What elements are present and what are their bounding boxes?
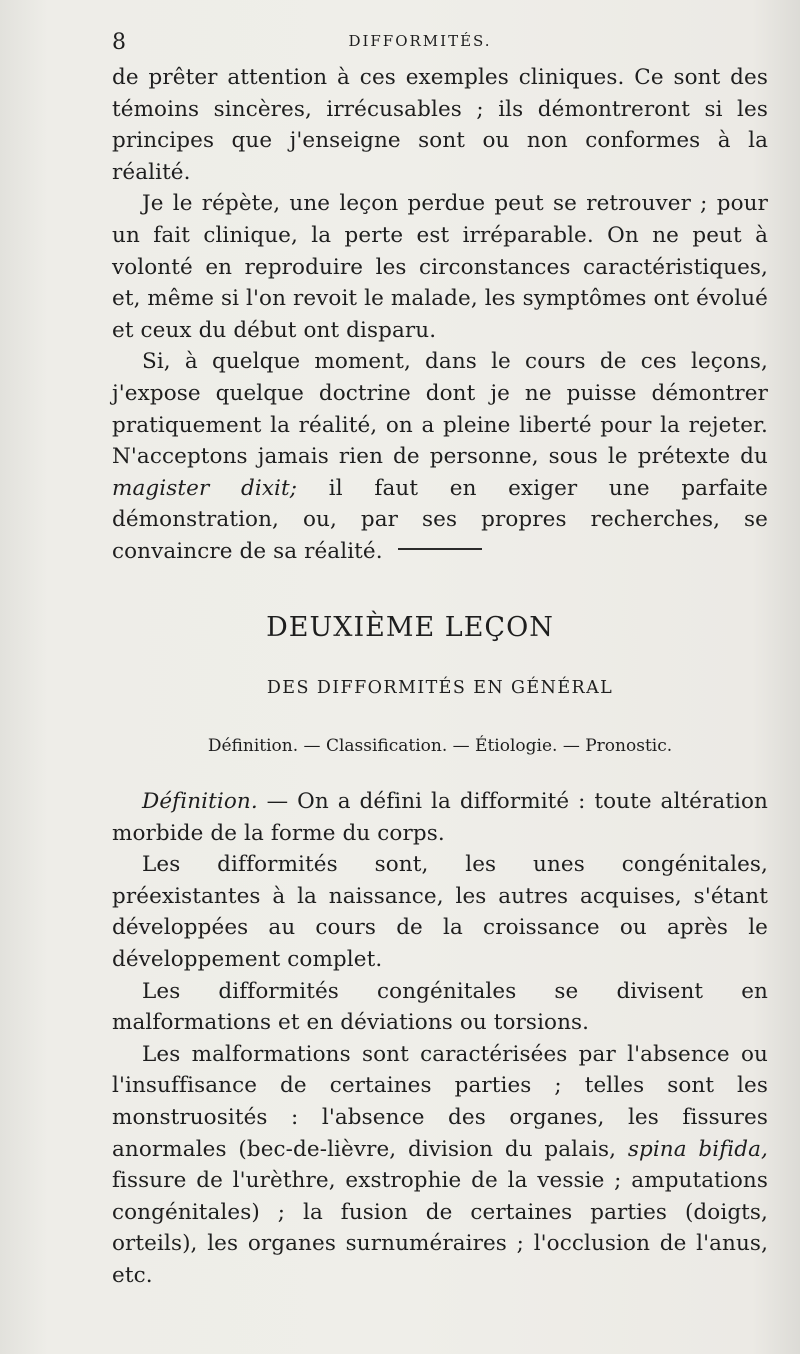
latin-phrase: magister dixit;: [112, 475, 298, 501]
definition-label: Définition.: [142, 789, 258, 814]
lesson-title: DEUXIÈME LEÇON: [266, 612, 554, 643]
paragraph: Je le répète, une leçon perdue peut se retrouver ; pour un fait clinique, la perte est irréparable. On ne peut à volonté en reproduire les circonstances caractéristiques, et, même si l'on revoit le malade, les symptômes ont évolué et ceux du début ont disparu.: [112, 191, 768, 343]
paragraph: Les malformations sont caractérisées par l'absence ou l'insuffisance de certaines parties ; telles sont les monstruosités : l'absence des organes, les fissures anormales (bec-de-lièvre, division du palais, spina bifida, fissure de l'urèthre, exstrophie de la vessie ; amputations congénitales) ; la fusion de certaines parties (doigts, orteils), les organes surnuméraires ; l'occlusion de l'anus, etc.: [112, 1041, 768, 1288]
top-text-block: [112, 62, 768, 568]
section-divider: [398, 548, 482, 550]
lesson-subtitle: DES DIFFORMITÉS EN GÉNÉRAL: [266, 678, 614, 698]
paragraph: Si, à quelque moment, dans le cours de ces leçons, j'expose quelque doctrine dont je ne puisse démontrer pratiquement la réalité, on a pleine liberté pour la rejeter. N'acceptons jamais rien de personne, sous le prétexte du magister dixit; il faut en exiger une parfaite démonstration, ou, par ses propres recherches, se convaincre de sa réalité.: [112, 349, 768, 564]
paragraph: Les difformités congénitales se divisent en malformations et en déviations ou torsions.: [112, 978, 768, 1036]
paragraph: de prêter attention à ces exemples cliniques. Ce sont des témoins sincères, irrécusables ; ils démontreront si les principes que j'enseigne sont ou non conformes à la réalité.: [112, 65, 768, 185]
lesson-text-block: [112, 786, 768, 1292]
paragraph: Les difformités sont, les unes congénitales, préexistantes à la naissance, les autres acquises, s'étant développées au cours de la croissance ou après le développement complet.: [112, 852, 768, 972]
page-number: 8: [112, 30, 126, 55]
paragraph: Définition. — On a défini la difformité : toute altération morbide de la forme du corps.: [112, 789, 768, 846]
latin-phrase: spina bifida,: [627, 1136, 768, 1162]
running-title: DIFFORMITÉS.: [348, 32, 492, 50]
lesson-summary: Définition. — Classification. — Étiologie. — Pronostic.: [207, 736, 673, 756]
